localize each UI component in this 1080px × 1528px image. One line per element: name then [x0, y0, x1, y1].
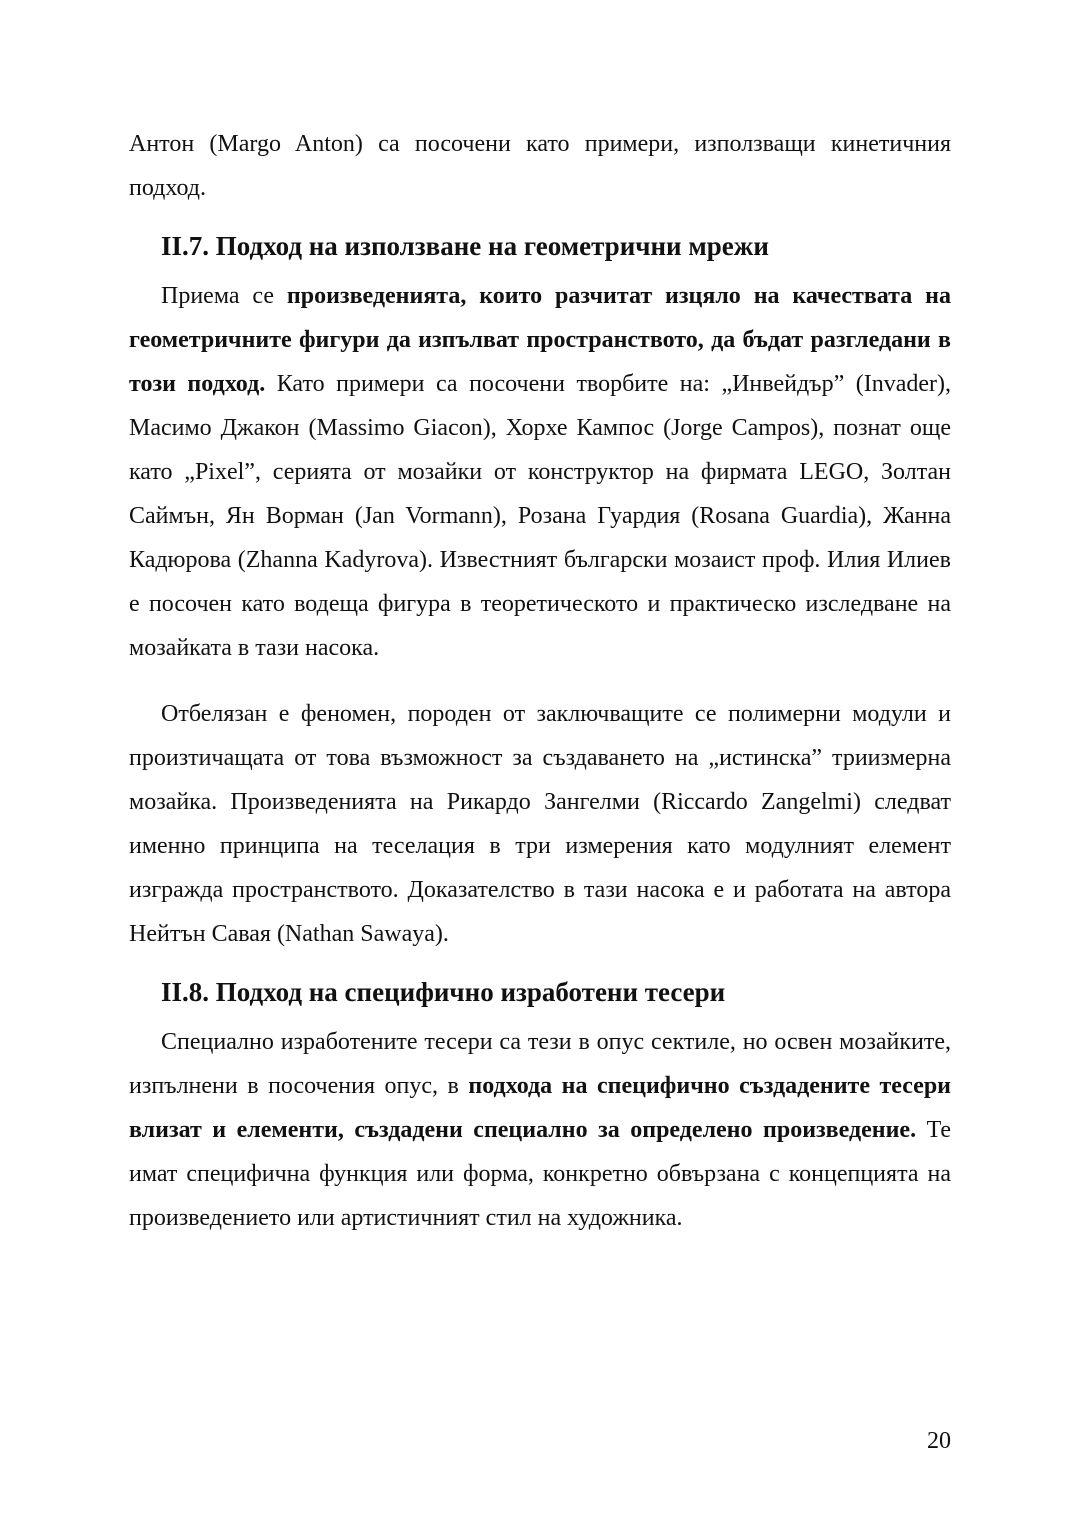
section-7-heading: II.7. Подход на използване на геометрични мрежи	[161, 231, 769, 261]
section-7-p1-start: Приема се	[161, 283, 287, 309]
section-8-p1-start: Специално изработените тесери са тези в опус сектиле, но освен мозайките, изпълнени в посочения опус, в	[129, 1029, 951, 1099]
section-8-paragraph-1	[129, 1020, 951, 1240]
document-page	[129, 122, 951, 1240]
section-8-heading: II.8. Подход на специфично изработени тесери	[161, 977, 726, 1007]
section-7-p1-bold: произведенията, които разчитат изцяло на качествата на геометричните фигури да изпълват пространството, да бъдат разгледани в този подход.	[129, 283, 951, 397]
intro-paragraph: Антон (Margo Anton) са посочени като примери, използващи кинетичния подход.	[129, 131, 951, 201]
section-7-p1-end: Като примери са посочени творбите на: „Инвейдър” (Invader), Масимо Джакон (Massimo Giacon), Хорхе Кампос (Jorge Campos), познат още като „Pixel”, серията от мозайки от конструктор на фирмата LEGO, Золтан Саймън, Ян Ворман (Jan Vormann), Розана Гуардия (Rosana Guardia), Жанна Кадюрова (Zhanna Kadyrova). Известният български мозаист проф. Илия Илиев е посочен като водеща фигура в теоретическото и практическо изследване на мозайката в тази насока.	[129, 371, 951, 661]
section-7-paragraph-1	[129, 274, 951, 670]
section-8-p1-bold: подхода на специфично създадените тесери влизат и елементи, създадени специално за определено произведение.	[129, 1073, 952, 1143]
section-8-p1-end: Те имат специфична функция или форма, конкретно обвързана с концепцията на произведението или артистичният стил на художника.	[129, 1117, 951, 1231]
page-number: 20	[927, 1428, 951, 1454]
section-7-paragraph-2: Отбелязан е феномен, породен от заключващите се полимерни модули и произтичащата от това възможност за създаването на „истинска” триизмерна мозайка. Произведенията на Рикардо Зангелми (Riccardo Zangelmi) следват именно принципа на теселация в три измерения като модулният елемент изгражда пространството. Доказателство в тази насока е и работата на автора Нейтън Савая (Nathan Sawaya).	[129, 701, 951, 947]
